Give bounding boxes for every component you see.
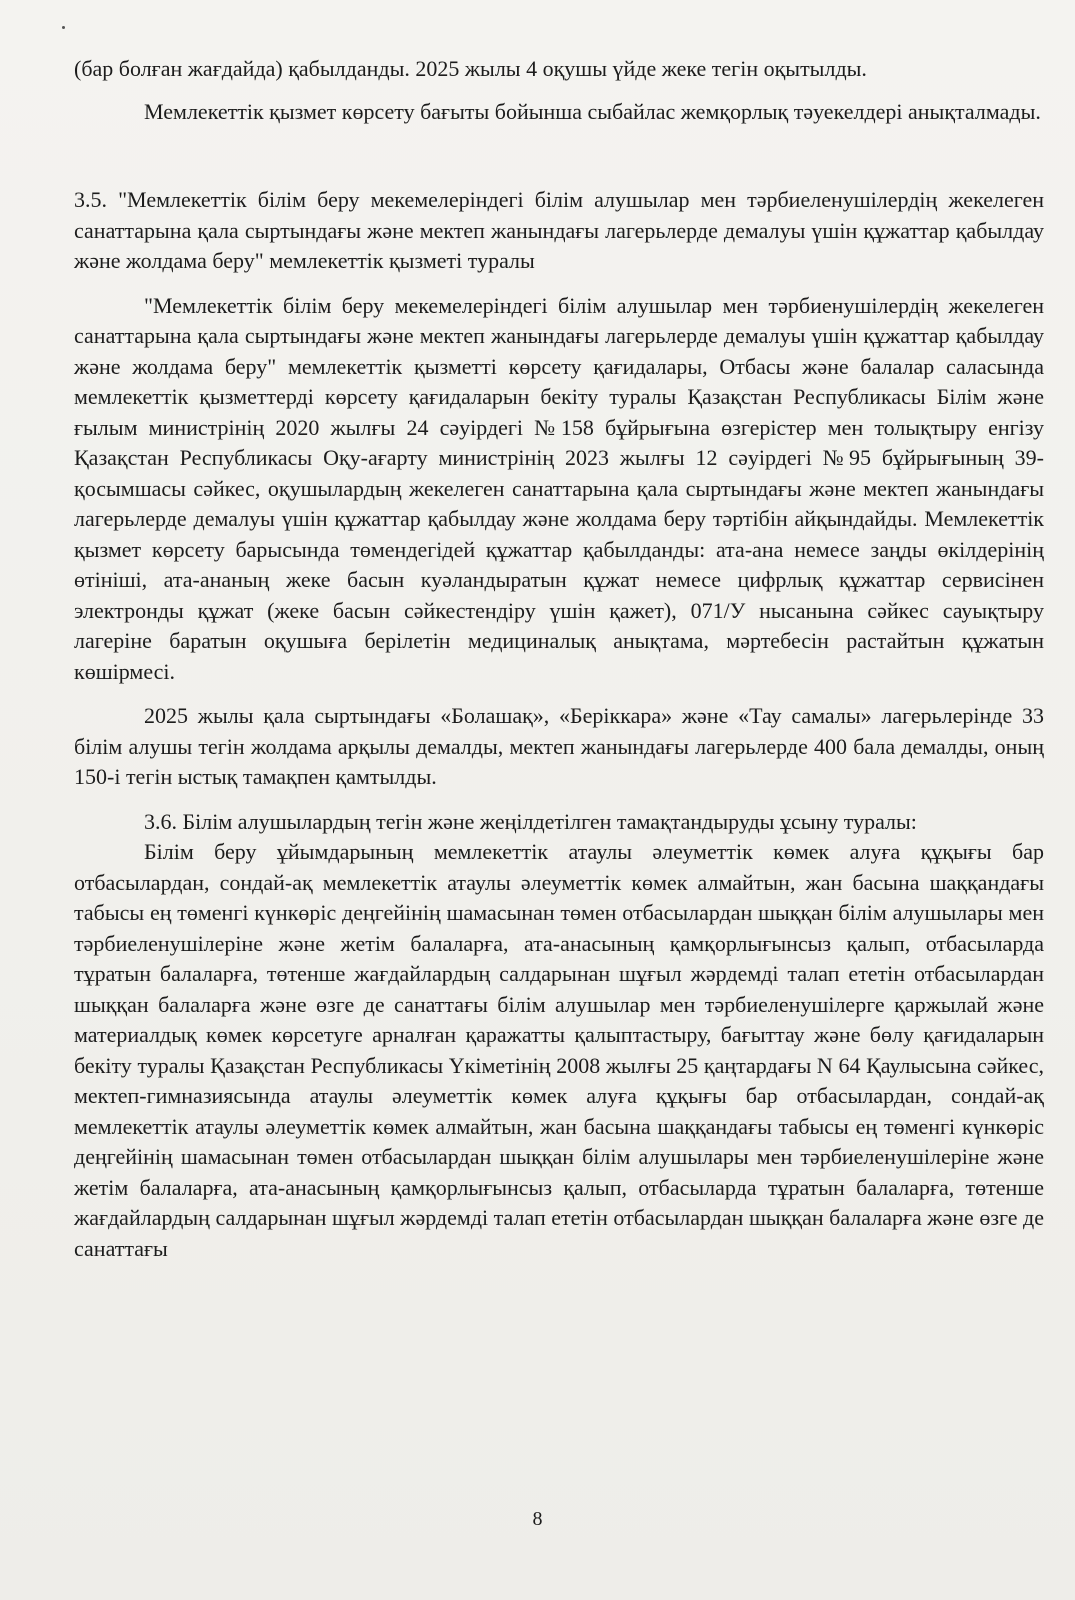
paragraph-corruption-risks: Мемлекеттік қызмет көрсету бағыты бойынша сыбайлас жемқорлық тәуекелдері анықталмады.	[144, 98, 1041, 124]
paragraph-camp-rules: "Мемлекеттік білім беру мекемелеріндегі білім алушылар мен тәрбиенушілердің жекелеген санаттарына қала сыртындағы және мектеп жанындағы лагерьлерде демалуы үшін құжаттар қабылдау және жолдама беру" мемлекеттік қызметті көрсету қағидалары, Отбасы және балалар саласында мемлекеттік қызметтерді көрсету қағидаларын бекіту туралы Қазақстан Республикасы Білім және ғылым министрінің 2020 жылғы 24 сәуірдегі №158 бұйрығына өзгерістер мен толықтыру енгізу Қазақстан Республикасы Оқу-ағарту министрінің 2023 жылғы 12 сәуірдегі №95 бұйрығының 39-қосымшасы сәйкес, оқушылардың жекелеген санаттарына қала сыртындағы және мектеп жанындағы лагерьлерде демалуы үшін құжаттар қабылдау және жолдама беру тәртібін айқындайды. Мемлекеттік қызмет көрсету барысында төмендегідей құжаттар қабылданды: ата-ана немесе заңды өкілдерінің өтініші, ата-ананың жеке басын куәландыратын құжат немесе цифрлық құжаттар сервисінен электронды құжат (жеке басын сәйкестендіру үшін қажет), 071/У нысанына сәйкес сауықтыру лагеріне баратын оқушыға берілетін медициналық анықтама, мәртебесін растайтын құжатын көшірмесі.	[74, 292, 1044, 684]
document-body	[74, 54, 1044, 1264]
paragraph-free-meals: Білім беру ұйымдарының мемлекеттік атаулы әлеуметтік көмек алуға құқығы бар отбасылардан, сондай-ақ мемлекеттік атаулы әлеуметтік көмек алмайтын, жан басына шаққандағы табысы ең төменгі күнкөріс деңгейінің шамасынан төмен отбасылардан шыққан білім алушылары мен тәрбиеленушілеріне және жетім балаларға, ата-анасының қамқорлығынсыз қалып, отбасыларда тұратын балаларға, төтенше жағдайлардың салдарынан шұғыл жәрдемді талап ететін отбасылардан шыққан балаларға және өзге де санаттағы білім алушылар мен тәрбиеленушілерге қаржылай және материалдық көмек көрсетуге арналған қаражатты қалыптастыру, бағыттау және бөлу қағидаларын бекіту туралы Қазақстан Республикасы Үкіметінің 2008 жылғы 25 қаңтардағы N 64 Қаулысына сәйкес, мектеп-гимназиясында атаулы әлеуметтік көмек алуға құқығы бар отбасылардан, сондай-ақ мемлекеттік атаулы әлеуметтік көмек алмайтын, жан басына шаққандағы табысы ең төменгі күнкөріс деңгейінің шамасынан төмен отбасылардан шыққан білім алушылары мен тәрбиеленушілеріне және жетім балаларға, ата-анасының қамқорлығынсыз қалып, отбасыларда тұратын балаларға, төтенше жағдайлардың салдарынан шұғыл жәрдемді талап ететін отбасылардан шыққан балаларға және өзге де санаттағы	[74, 839, 1044, 1261]
page-number: 8	[532, 1508, 543, 1530]
section-heading-3-5: 3.5. "Мемлекеттік білім беру мекемелеріндегі білім алушылар мен тәрбиеленушілердің жекелеген санаттарына қала сыртындағы және мектеп жанындағы лагерьлерде демалуы үшін құжаттар қабылдау және жолдама беру" мемлекеттік қызметі туралы	[74, 187, 1044, 273]
scan-speck	[62, 26, 65, 29]
paragraph-camp-statistics: 2025 жылы қала сыртындағы «Болашақ», «Беріккара» және «Тау самалы» лагерьлерінде 33 білім алушы тегін жолдама арқылы демалды, мектеп жанындағы лагерьлерде 400 бала демалды, оның 150-і тегін ыстық тамақпен қамтылды.	[74, 703, 1044, 789]
section-heading-3-6: 3.6. Білім алушылардың тегін және жеңілдетілген тамақтандыруды ұсыну туралы:	[144, 808, 917, 834]
paragraph-home-schooling: (бар болған жағдайда) қабылданды. 2025 жылы 4 оқушы үйде жеке тегін оқытылды.	[74, 56, 867, 81]
